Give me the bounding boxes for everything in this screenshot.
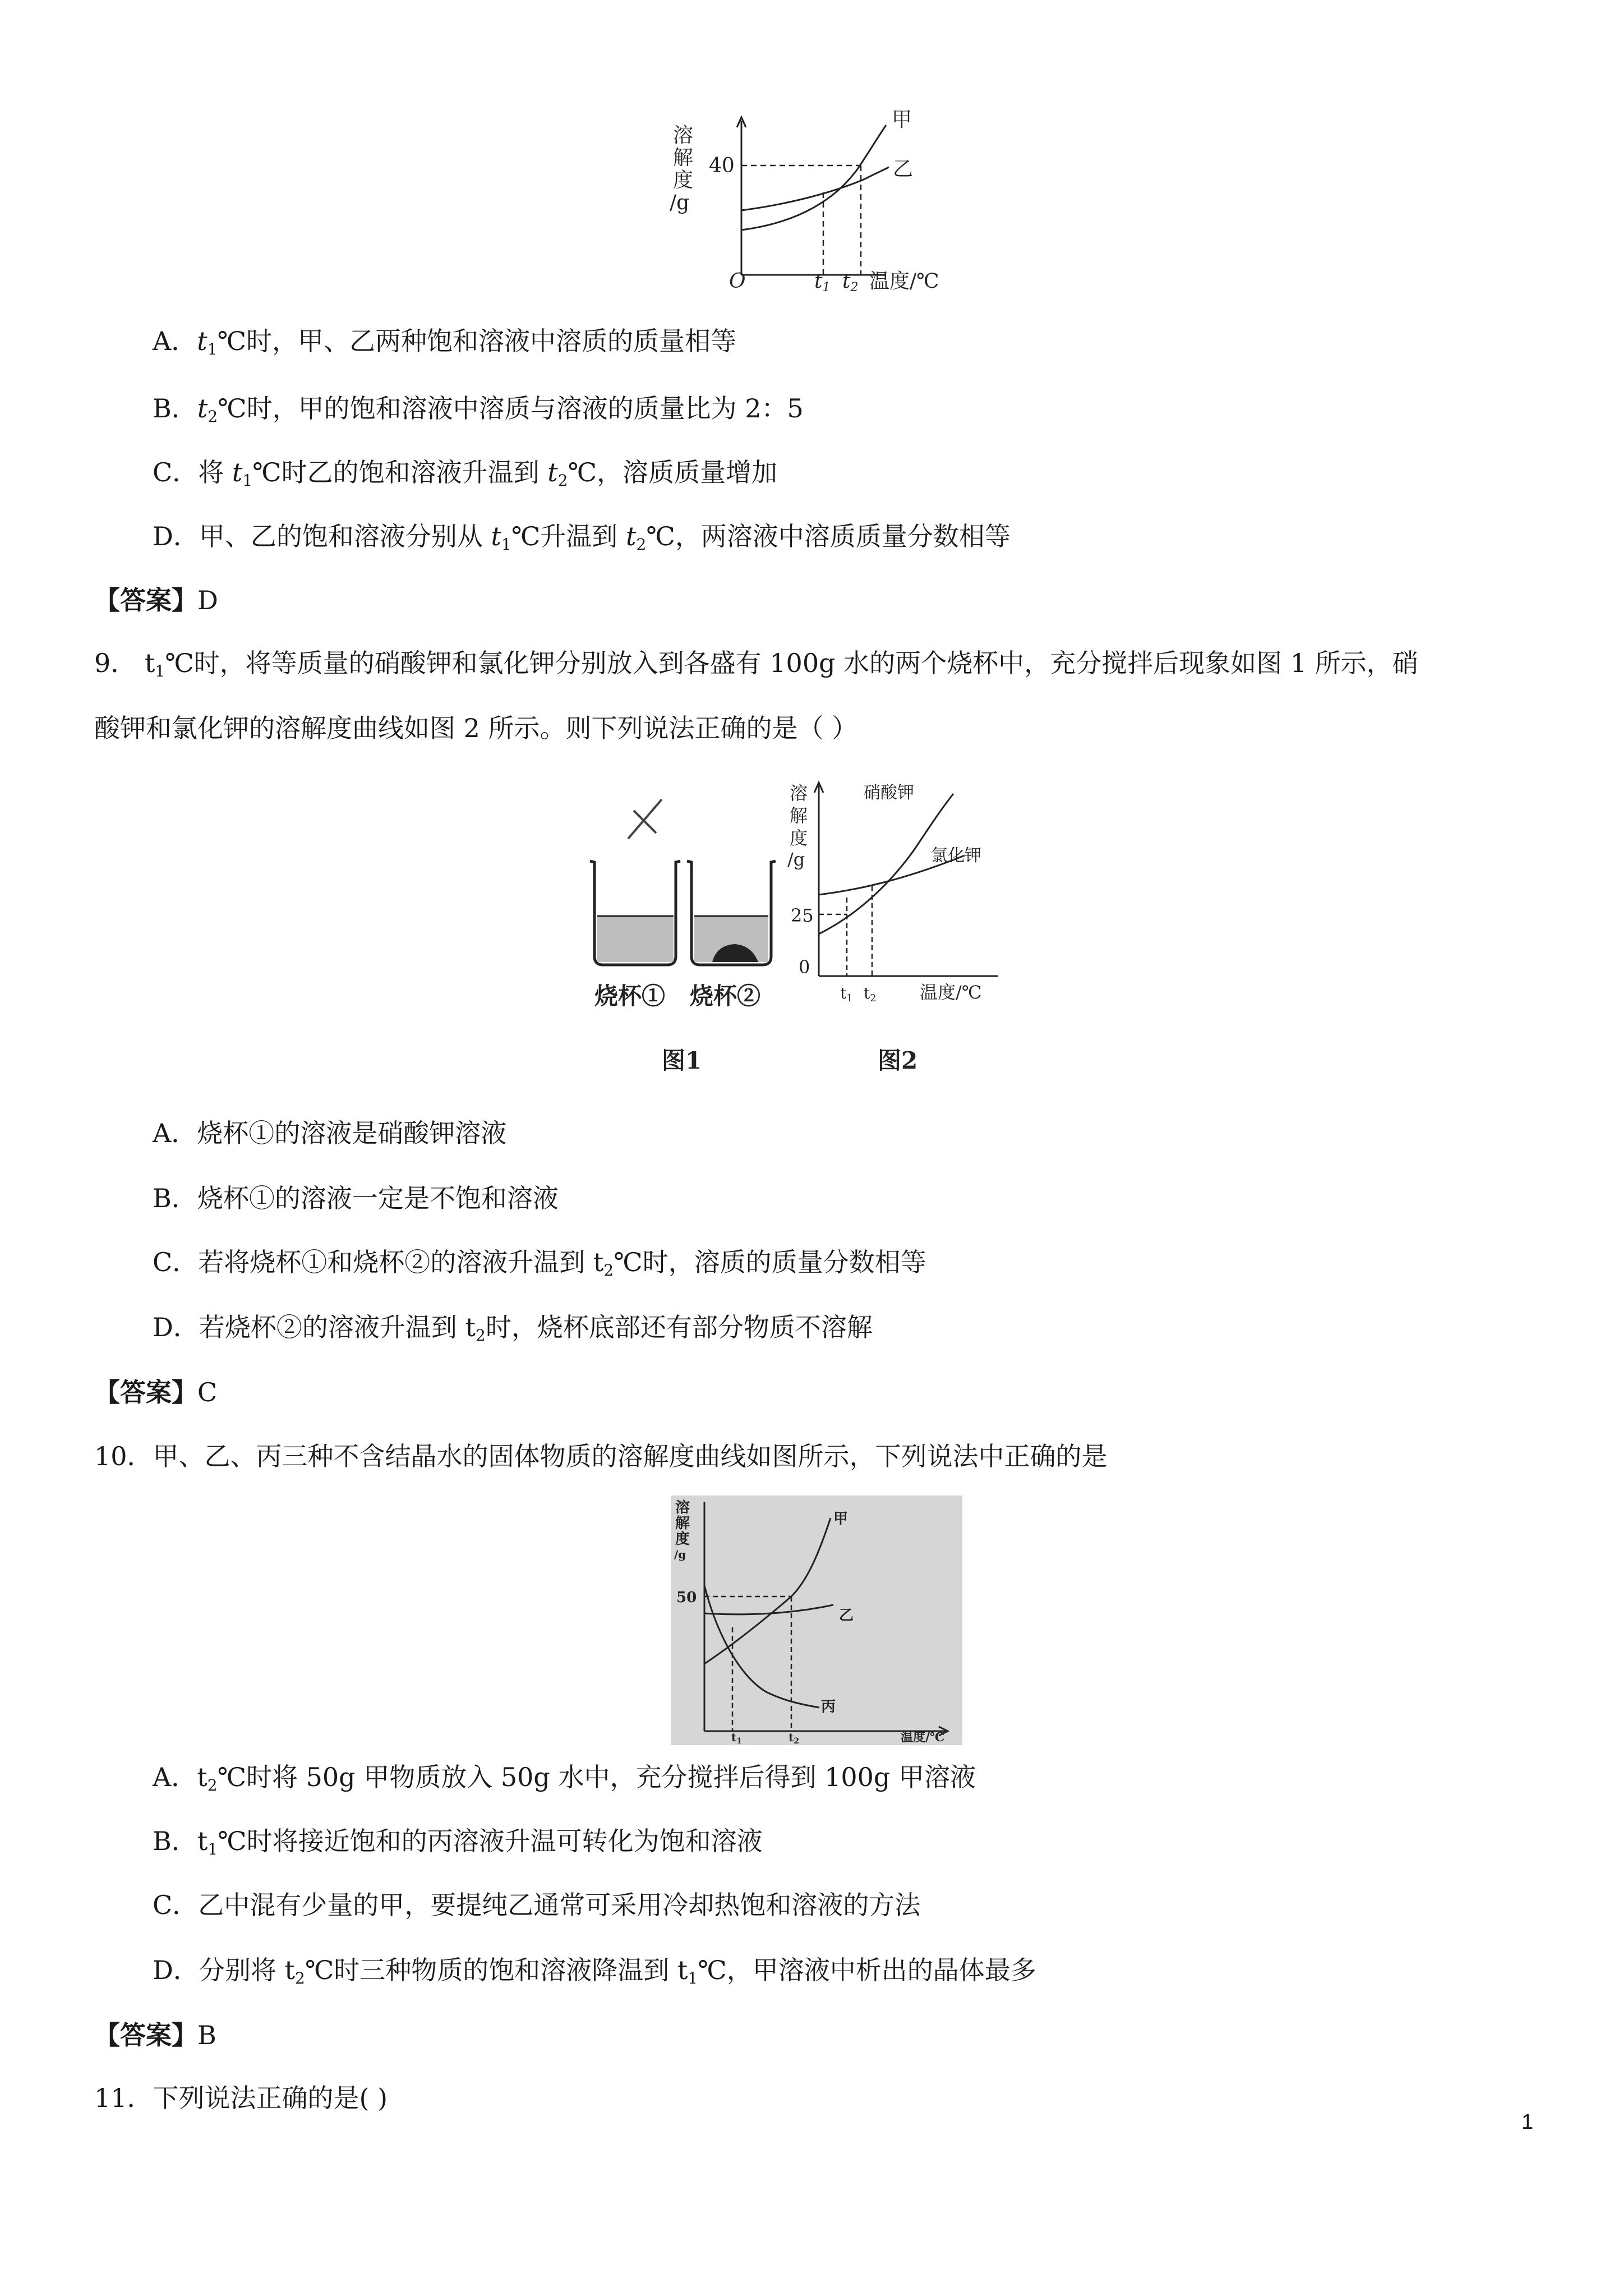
beaker-1-label: 烧杯①	[594, 982, 666, 1010]
x-axis-label: 温度/℃	[901, 1730, 945, 1745]
y-label-char: 度	[675, 1531, 690, 1548]
series-label-kcl: 氯化钾	[931, 846, 981, 866]
beaker-2	[687, 861, 776, 965]
y-label-char: 度	[790, 827, 808, 849]
x-tick-t1: t1	[814, 270, 831, 295]
series-label-yi: 乙	[893, 158, 914, 181]
y-label-char: 溶	[675, 1499, 690, 1516]
beaker-figure-q9	[572, 777, 1066, 1080]
x-tick-t1: $t_1$	[731, 1731, 742, 1745]
option-9b: B．烧杯①的溶液一定是不饱和溶液	[153, 1183, 559, 1213]
y-label-char: /g	[674, 1548, 686, 1561]
series-label-jia: 甲	[892, 109, 912, 131]
origin-label: O	[729, 270, 746, 293]
option-8b: B．$t_2℃$时，甲的饱和溶液中溶质与溶液的质量比为 2：5	[153, 393, 804, 426]
option-10b: B．$t_1℃$时将接近饱和的丙溶液升温可转化为饱和溶液	[153, 1826, 763, 1858]
curve-jia	[741, 125, 886, 230]
option-10d: D．分别将 $t_2℃$时三种物质的饱和溶液降温到 $t_1℃$，甲溶液中析出的晶体最多	[153, 1955, 1036, 1987]
y-label-char: 溶	[673, 124, 694, 147]
option-8c: C．将 $t_1℃$时乙的饱和溶液升温到 $t_2℃$，溶质质量增加	[153, 457, 778, 490]
y-label-char: 解	[790, 805, 808, 826]
y-label-char: 解	[675, 1515, 690, 1532]
y-tick-label: 40	[709, 154, 735, 177]
x-tick-t2: t2	[842, 270, 859, 295]
figure-2-caption: 图2	[878, 1047, 918, 1074]
series-label-bing: 丙	[821, 1699, 836, 1715]
answer-8: 【答案】D	[94, 585, 218, 615]
option-10c: C．乙中混有少量的甲，要提纯乙通常可采用冷却热饱和溶液的方法	[153, 1890, 921, 1920]
y-label-char: /g	[670, 191, 690, 214]
stirring-rod	[628, 799, 662, 839]
y-label-char: 度	[673, 169, 694, 192]
y-label-char: 解	[673, 146, 694, 169]
series-label-jia: 甲	[833, 1511, 849, 1527]
y-label-char: 溶	[790, 783, 808, 804]
curve-yi	[741, 167, 889, 210]
page-number: 1	[1521, 2110, 1534, 2134]
option-9d: D．若烧杯②的溶液升温到 $t_2$时，烧杯底部还有部分物质不溶解	[153, 1312, 873, 1345]
option-8a: A．$t_1℃$时，甲、乙两种饱和溶液中溶质的质量相等	[153, 326, 737, 358]
question-9-stem-line1: 9． $t_1℃$时，将等质量的硝酸钾和氯化钾分别放入到各盛有 100g 水的两个烧杯中，充分搅拌后现象如图 1 所示，硝	[94, 648, 1418, 680]
solubility-chart-q10	[671, 1496, 962, 1745]
question-9-stem-line2: 酸钾和氯化钾的溶解度曲线如图 2 所示。则下列说法正确的是（ ）	[94, 713, 858, 743]
x-tick-t1: t1	[840, 984, 853, 1004]
y-tick-label: 50	[676, 1589, 697, 1606]
option-10a: A．$t_2℃$时将 50g 甲物质放入 50g 水中，充分搅拌后得到 100g 甲溶液	[153, 1762, 976, 1795]
answer-9: 【答案】C	[94, 1377, 218, 1407]
origin-label: 0	[799, 956, 810, 978]
x-tick-t2: t2	[864, 984, 877, 1004]
option-9a: A．烧杯①的溶液是硝酸钾溶液	[153, 1118, 507, 1148]
option-9c: C．若将烧杯①和烧杯②的溶液升温到 $t_2℃$时，溶质的质量分数相等	[153, 1247, 926, 1280]
question-11-stem: 11．下列说法正确的是( )	[94, 2083, 388, 2113]
x-tick-t2: $t_2$	[789, 1731, 799, 1745]
solubility-chart-q8	[662, 109, 976, 300]
x-axis-label: 温度/℃	[869, 270, 939, 293]
series-label-yi: 乙	[839, 1607, 854, 1624]
beaker-1	[590, 861, 680, 965]
answer-10: 【答案】B	[94, 2020, 216, 2050]
beaker-2-label: 烧杯②	[690, 982, 761, 1010]
option-8d: D．甲、乙的饱和溶液分别从 $t_1℃$升温到 $t_2℃$，两溶液中溶质质量分数相等	[153, 521, 1011, 554]
series-label-kno3: 硝酸钾	[864, 783, 914, 803]
y-tick-label: 25	[791, 905, 814, 926]
figure-1-caption: 图1	[662, 1047, 702, 1074]
y-label-char: /g	[787, 849, 805, 870]
x-axis-label: 温度/℃	[920, 982, 982, 1003]
question-10-stem: 10．甲、乙、丙三种不含结晶水的固体物质的溶解度曲线如图所示，下列说法中正确的是	[94, 1441, 1108, 1471]
